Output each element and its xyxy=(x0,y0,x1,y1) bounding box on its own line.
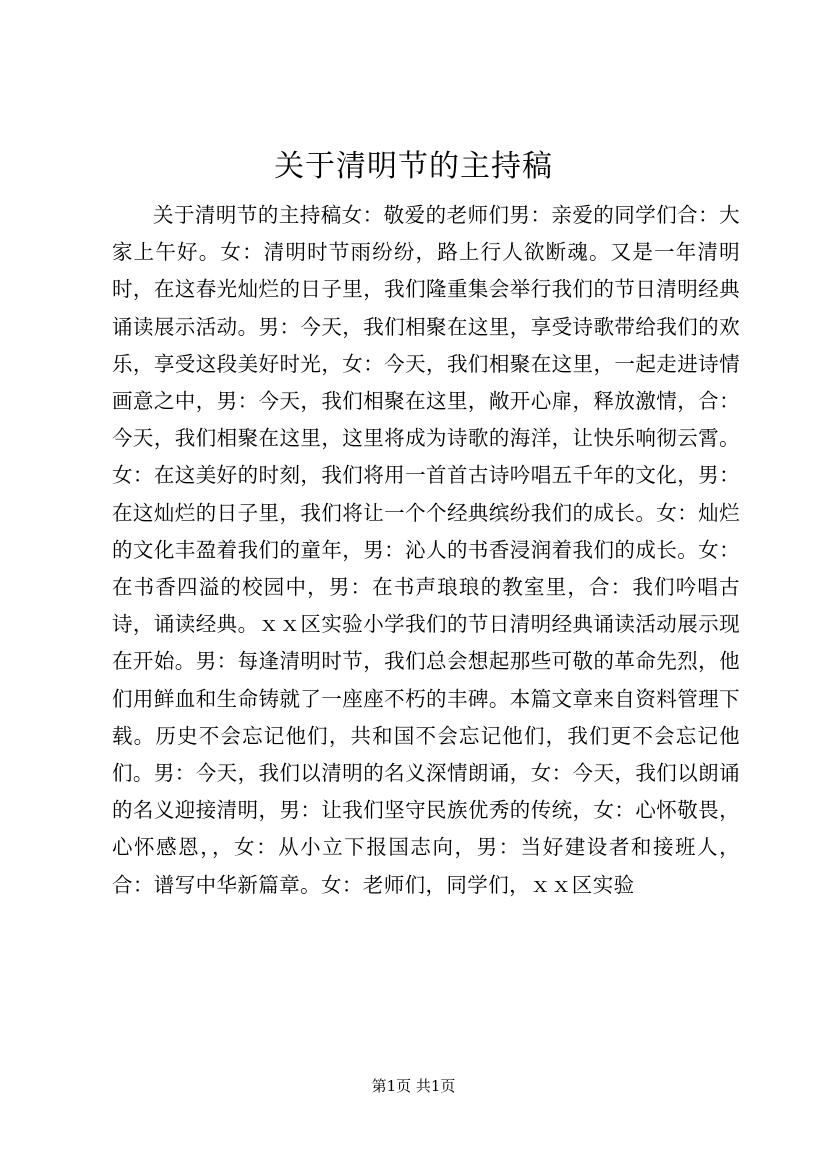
document-body: 关于清明节的主持稿女：敬爱的老师们男：亲爱的同学们合：大家上午好。女：清明时节雨纷纷，路上行人欲断魂。又是一年清明时，在这春光灿烂的日子里，我们隆重集会举行我们的节日清明经典诵读展示活动。男：今天，我们相聚在这里，享受诗歌带给我们的欢乐，享受这段美好时光，女：今天，我们相聚在这里，一起走进诗情画意之中，男：今天，我们相聚在这里，敞开心扉，释放激情，合：今天，我们相聚在这里，这里将成为诗歌的海洋，让快乐响彻云霄。女：在这美好的时刻，我们将用一首首古诗吟唱五千年的文化，男：在这灿烂的日子里，我们将让一个个经典缤纷我们的成长。女：灿烂的文化丰盈着我们的童年，男：沁人的书香浸润着我们的成长。女：在书香四溢的校园中，男：在书声琅琅的教室里，合：我们吟唱古诗，诵读经典。ｘｘ区实验小学我们的节日清明经典诵读活动展示现在开始。男：每逢清明时节，我们总会想起那些可敬的革命先烈，他们用鲜血和生命铸就了一座座不朽的丰碑。本篇文章来自资料管理下载。历史不会忘记他们，共和国不会忘记他们，我们更不会忘记他们。男：今天，我们以清明的名义深情朗诵，女：今天，我们以朗诵的名义迎接清明，男：让我们坚守民族优秀的传统，女：心怀敬畏，心怀感恩，，女：从小立下报国志向，男：当好建设者和接班人，合：谱写中华新篇章。女：老师们，同学们，ｘｘ区实验 xyxy=(112,203,740,897)
document-title: 关于清明节的主持稿 xyxy=(274,149,553,184)
page-footer: 第1页 共1页 xyxy=(371,1077,456,1095)
